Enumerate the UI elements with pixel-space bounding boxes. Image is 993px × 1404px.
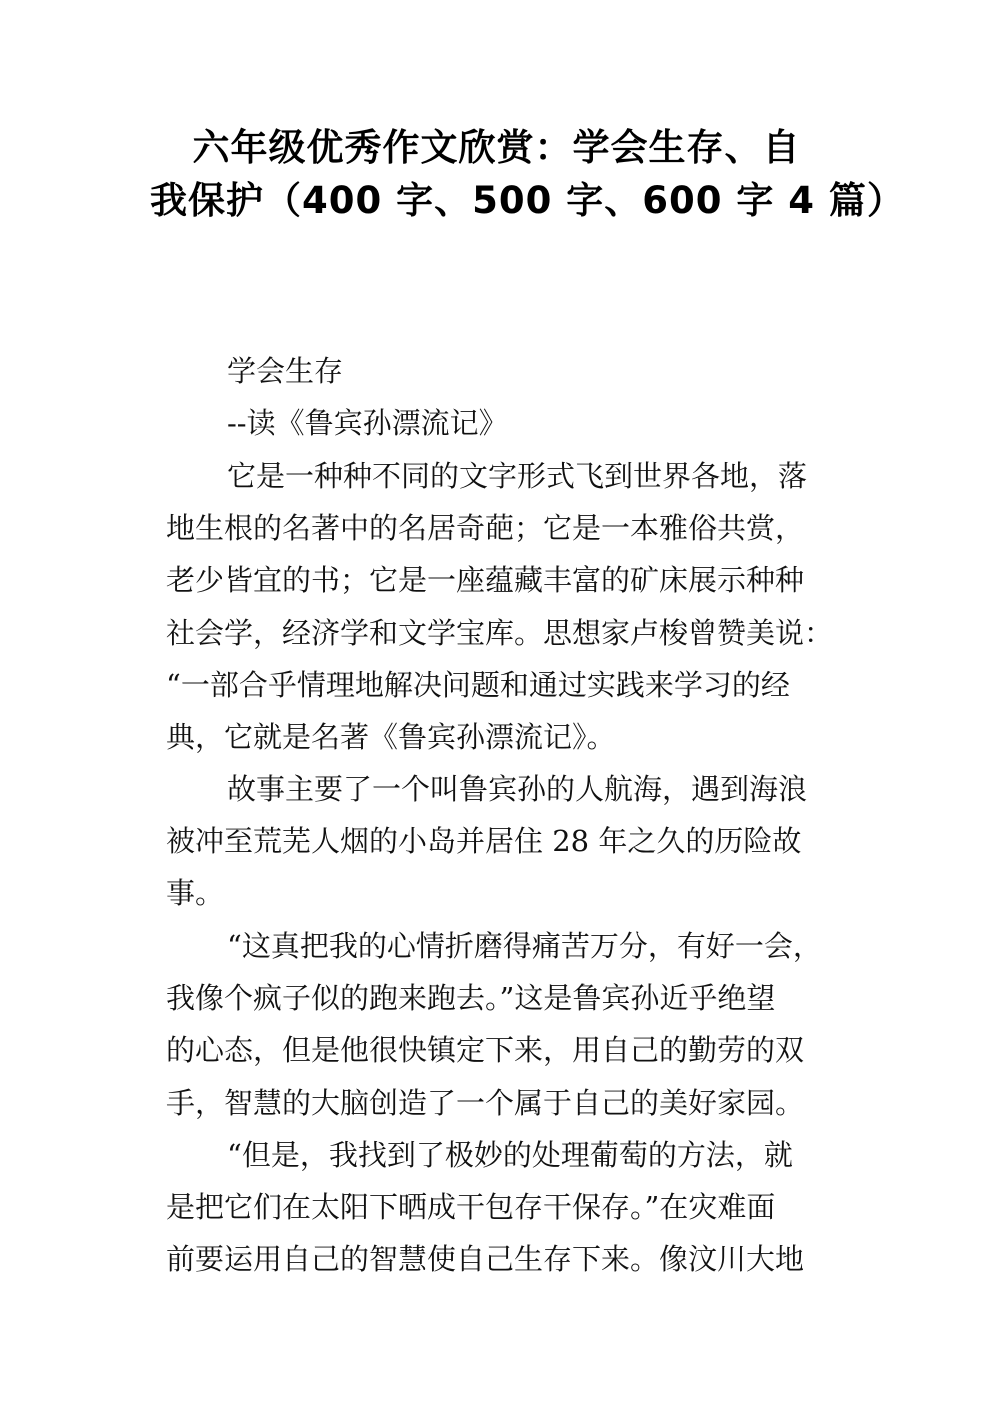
paragraph-4-line-1: “但是，我找到了极妙的处理葡萄的方法，就 — [227, 1138, 793, 1172]
paragraph-3-line-3: 的心态，但是他很快镇定下来，用自己的勤劳的双 — [166, 1033, 805, 1067]
paragraph-1-line-3: 老少皆宜的书；它是一座蕴藏丰富的矿床展示种种 — [166, 563, 805, 597]
document-title-line-2: 我保护（400 字、500 字、600 字 4 篇） — [150, 179, 905, 222]
paragraph-1-line-6: 典，它就是名著《鲁宾孙漂流记》。 — [166, 720, 616, 754]
paragraph-3-line-1: “这真把我的心情折磨得痛苦万分，有好一会， — [227, 929, 822, 963]
document-title-line-1: 六年级优秀作文欣赏：学会生存、自 — [192, 126, 801, 169]
paragraph-1-line-4: 社会学，经济学和文学宝库。思想家卢梭曾赞美说： — [166, 616, 834, 650]
paragraph-3-line-4: 手，智慧的大脑创造了一个属于自己的美好家园。 — [166, 1086, 805, 1120]
paragraph-1-line-1: 它是一种种不同的文字形式飞到世界各地，落 — [227, 459, 808, 493]
paragraph-2-line-1: 故事主要了一个叫鲁宾孙的人航海，遇到海浪 — [227, 772, 808, 806]
paragraph-4-line-3: 前要运用自己的智慧使自己生存下来。像汶川大地 — [166, 1242, 805, 1276]
paragraph-2-line-2: 被冲至荒芜人烟的小岛并居住 28 年之久的历险故 — [166, 824, 802, 858]
paragraph-1-line-5: “一部合乎情理地解决问题和通过实践来学习的经 — [166, 668, 790, 702]
paragraph-2-line-3: 事。 — [166, 876, 225, 910]
paragraph-3-line-2: 我像个疯子似的跑来跑去。”这是鲁宾孙近乎绝望 — [166, 981, 776, 1015]
paragraph-4-line-2: 是把它们在太阳下晒成干包存干保存。”在灾难面 — [166, 1190, 776, 1224]
essay-subheading: --读《鲁宾孙漂流记》 — [227, 406, 508, 440]
essay-heading: 学会生存 — [227, 354, 344, 388]
paragraph-1-line-2: 地生根的名著中的名居奇葩；它是一本雅俗共赏， — [166, 511, 805, 545]
